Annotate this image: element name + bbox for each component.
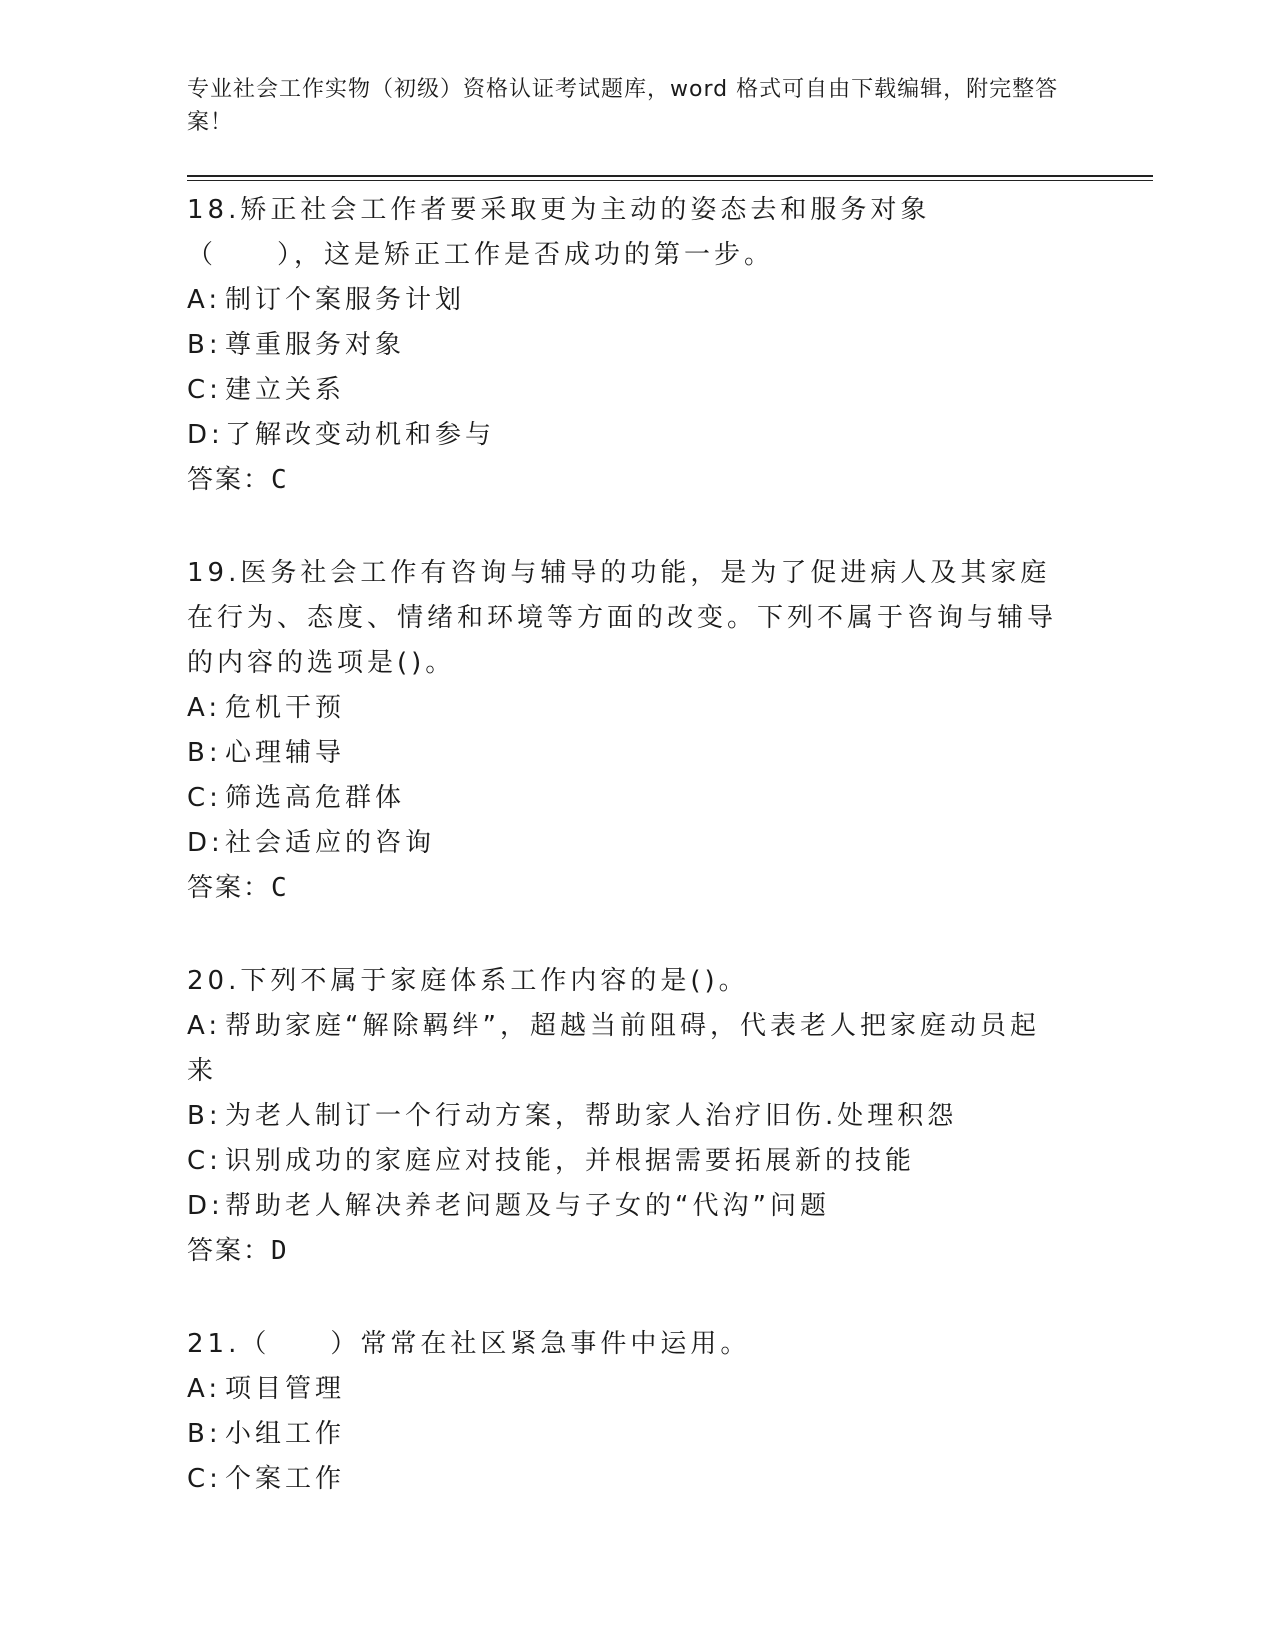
option-key: D:	[187, 828, 224, 858]
option-text: 个案工作	[225, 1464, 346, 1494]
option-key: A:	[187, 1011, 222, 1041]
option-text: 建立关系	[225, 375, 346, 405]
question-19	[187, 551, 1067, 911]
option-text: 心理辅导	[225, 738, 346, 768]
option-text: 帮助老人解决养老问题及与子女的“代沟”问题	[225, 1191, 830, 1221]
option-text: 危机干预	[225, 693, 346, 723]
option-d	[187, 821, 1067, 866]
question-stem: 19.医务社会工作有咨询与辅导的功能，是为了促进病人及其家庭在行为、态度、情绪和环境等方面的改变。下列不属于咨询与辅导的内容的选项是()。	[187, 558, 1058, 678]
option-key: A:	[187, 1374, 222, 1404]
option-key: D:	[187, 420, 224, 450]
question-list	[187, 188, 1067, 1550]
option-text: 小组工作	[225, 1419, 346, 1449]
option-d	[187, 1184, 1067, 1229]
question-stem: 18.矫正社会工作者要采取更为主动的姿态去和服务对象（ ），这是矫正工作是否成功的第一步。	[187, 195, 931, 270]
answer-label: 答案：	[187, 465, 272, 495]
header-divider-thick	[187, 175, 1153, 177]
document-header: 专业社会工作实物（初级）资格认证考试题库，word 格式可自由下载编辑，附完整答案！	[187, 77, 1059, 135]
option-c	[187, 776, 1067, 821]
option-text: 筛选高危群体	[225, 783, 406, 813]
option-text: 尊重服务对象	[225, 330, 406, 360]
option-text: 社会适应的咨询	[225, 828, 436, 858]
question-20	[187, 959, 1067, 1274]
header-divider-thin	[187, 180, 1153, 181]
question-stem: 21.（ ）常常在社区紧急事件中运用。	[187, 1329, 751, 1359]
question-18	[187, 188, 1067, 503]
option-key: A:	[187, 285, 222, 315]
option-a	[187, 1367, 1067, 1412]
option-c	[187, 368, 1067, 413]
option-text: 识别成功的家庭应对技能，并根据需要拓展新的技能	[225, 1146, 916, 1176]
option-key: A:	[187, 693, 222, 723]
option-key: D:	[187, 1191, 224, 1221]
option-key: B:	[187, 1101, 222, 1131]
answer-value: C	[271, 873, 289, 903]
option-key: C:	[187, 783, 222, 813]
option-text: 帮助家庭“解除羁绊”，超越当前阻碍，代表老人把家庭动员起来	[187, 1011, 1040, 1086]
question-stem: 20.下列不属于家庭体系工作内容的是()。	[187, 966, 749, 996]
option-key: B:	[187, 330, 222, 360]
option-a	[187, 278, 1067, 323]
answer-value: C	[271, 465, 289, 495]
option-text: 项目管理	[225, 1374, 346, 1404]
option-a	[187, 1004, 1067, 1094]
option-key: C:	[187, 1146, 222, 1176]
option-d	[187, 413, 1067, 458]
option-key: C:	[187, 1464, 222, 1494]
question-21	[187, 1322, 1067, 1502]
option-b	[187, 323, 1067, 368]
option-text: 制订个案服务计划	[225, 285, 466, 315]
option-text: 了解改变动机和参与	[225, 420, 496, 450]
option-c	[187, 1457, 1067, 1502]
answer-line	[187, 1229, 1067, 1274]
option-b	[187, 1412, 1067, 1457]
option-a	[187, 686, 1067, 731]
option-b	[187, 731, 1067, 776]
answer-line	[187, 458, 1067, 503]
option-text: 为老人制订一个行动方案，帮助家人治疗旧伤.处理积怨	[225, 1101, 958, 1131]
answer-label: 答案：	[187, 873, 272, 903]
option-c	[187, 1139, 1067, 1184]
option-b	[187, 1094, 1067, 1139]
option-key: B:	[187, 738, 222, 768]
answer-value: D	[271, 1236, 289, 1266]
answer-line	[187, 866, 1067, 911]
option-key: C:	[187, 375, 222, 405]
answer-label: 答案：	[187, 1236, 272, 1266]
option-key: B:	[187, 1419, 222, 1449]
